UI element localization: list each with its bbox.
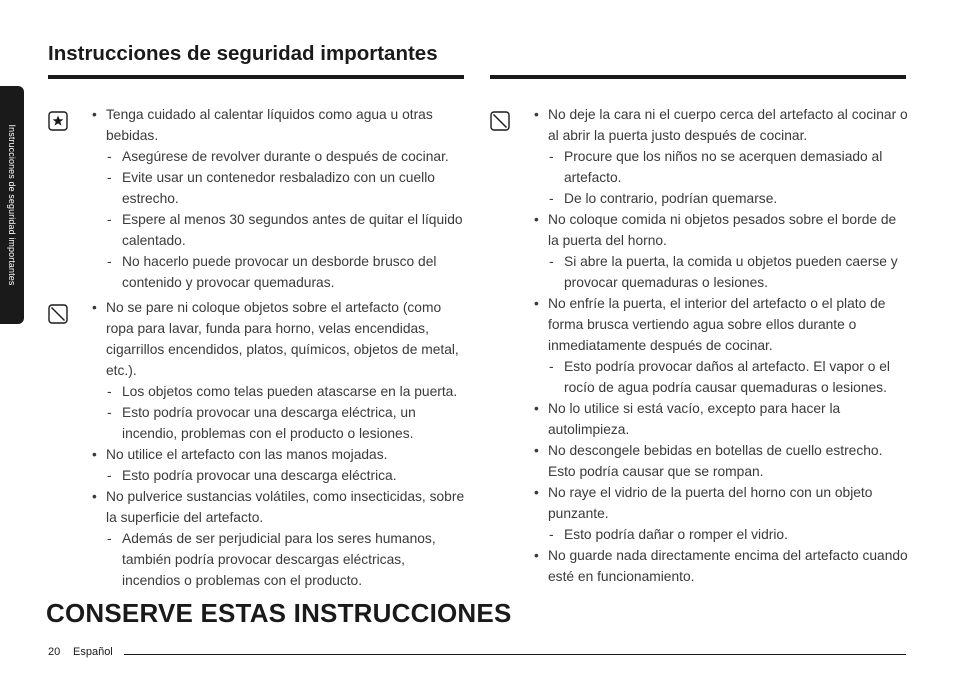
sub-item: - Evite usar un contenedor resbaladizo con un cuello estrecho. bbox=[92, 167, 466, 209]
sub-item: - Esto podría provocar una descarga eléctrica, un incendio, problemas con el producto o lesiones. bbox=[92, 402, 466, 444]
sub-item: - No hacerlo puede provocar un desborde brusco del contenido y provocar quemaduras. bbox=[92, 251, 466, 293]
header-rule-right bbox=[490, 75, 906, 79]
conserve-heading: CONSERVE ESTAS INSTRUCCIONES bbox=[46, 598, 512, 628]
list-item: • No descongele bebidas en botellas de cuello estrecho. Esto podría causar que se rompan. bbox=[534, 440, 908, 482]
sub-item: - Procure que los niños no se acerquen demasiado al artefacto. bbox=[534, 146, 908, 188]
list-item: • No pulverice sustancias volátiles, como insecticidas, sobre la superficie del artefacto. bbox=[92, 486, 466, 528]
sub-item: - Si abre la puerta, la comida u objetos pueden caerse y provocar quemaduras o lesiones. bbox=[534, 251, 908, 293]
list-item: • Tenga cuidado al calentar líquidos como agua u otras bebidas. bbox=[92, 104, 466, 146]
list-item: • No utilice el artefacto con las manos mojadas. bbox=[92, 444, 466, 465]
side-tab-label: Instrucciones de seguridad importantes bbox=[7, 124, 17, 286]
page-number: 20 bbox=[48, 646, 61, 658]
list-item: • No lo utilice si está vacío, excepto para hacer la autolimpieza. bbox=[534, 398, 908, 440]
prohibited-icon bbox=[48, 304, 68, 324]
list-item: • No coloque comida ni objetos pesados sobre el borde de la puerta del horno. bbox=[534, 209, 908, 251]
list-item: • No se pare ni coloque objetos sobre el artefacto (como ropa para lavar, funda para horno, velas encendidas, cigarrillos encendidos, platos, químicos, objetos de metal, etc.). bbox=[92, 297, 466, 381]
list-item: • No deje la cara ni el cuerpo cerca del artefacto al cocinar o al abrir la puerta justo después de cocinar. bbox=[534, 104, 908, 146]
list-item: • No raye el vidrio de la puerta del horno con un objeto punzante. bbox=[534, 482, 908, 524]
sub-item: - Esto podría dañar o romper el vidrio. bbox=[534, 524, 908, 545]
caution-group bbox=[48, 104, 466, 293]
footer-rule bbox=[124, 654, 906, 655]
prohibited-group bbox=[48, 297, 466, 591]
sub-item: - Asegúrese de revolver durante o después de cocinar. bbox=[92, 146, 466, 167]
list-item: • No guarde nada directamente encima del artefacto cuando esté en funcionamiento. bbox=[534, 545, 908, 587]
sub-item: - Esto podría provocar daños al artefacto. El vapor o el rocío de agua podría causar quemaduras o lesiones. bbox=[534, 356, 908, 398]
warning-star-icon bbox=[48, 111, 68, 131]
right-column bbox=[490, 104, 908, 587]
sub-item: - Espere al menos 30 segundos antes de quitar el líquido calentado. bbox=[92, 209, 466, 251]
page-title: Instrucciones de seguridad importantes bbox=[48, 42, 438, 65]
left-column bbox=[48, 104, 466, 591]
sub-item: - Esto podría provocar una descarga eléctrica. bbox=[92, 465, 466, 486]
header-rule-left bbox=[48, 75, 464, 79]
list-item: • No enfríe la puerta, el interior del artefacto o el plato de forma brusca vertiendo agua sobre ellos durante o inmediatamente después de cocinar. bbox=[534, 293, 908, 356]
prohibited-icon bbox=[490, 111, 510, 131]
sub-item: - De lo contrario, podrían quemarse. bbox=[534, 188, 908, 209]
sub-item: - Los objetos como telas pueden atascarse en la puerta. bbox=[92, 381, 466, 402]
footer-language: Español bbox=[73, 646, 113, 658]
prohibited-group bbox=[490, 104, 908, 587]
sub-item: - Además de ser perjudicial para los seres humanos, también podría provocar descargas eléctricas, incendios o problemas con el producto. bbox=[92, 528, 466, 591]
